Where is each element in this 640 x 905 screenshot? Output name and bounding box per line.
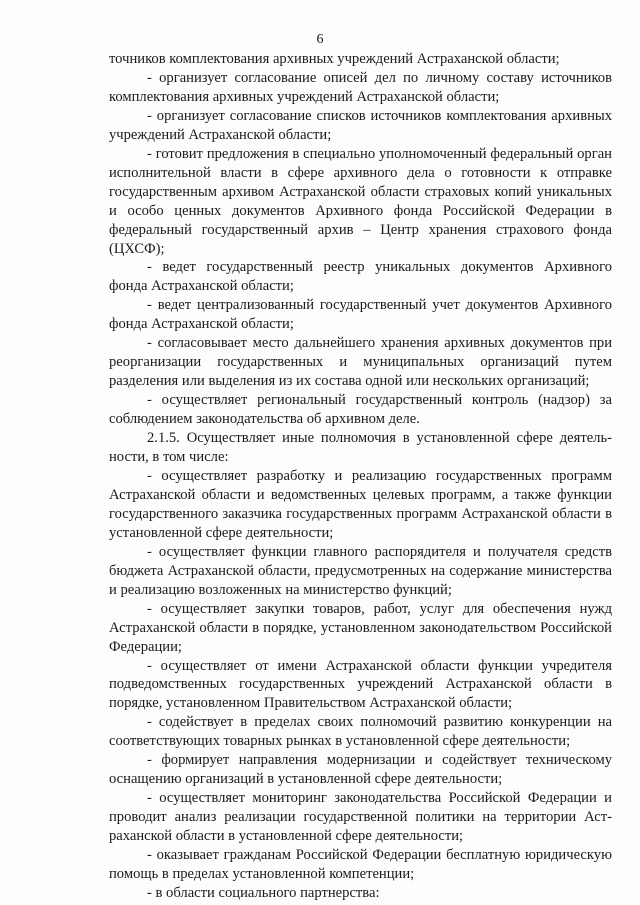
list-item-centralized-accounting: - ведет централизованный государственный учет документов Архивного фонда Астраханской области; (109, 297, 612, 333)
paragraph-continuation: точников комплектования архивных учреждений Астраханской области; (109, 51, 560, 67)
list-item-unique-documents-register: - ведет государственный реестр уникальных документов Архивного фонда Астраханской области; (109, 259, 612, 295)
list-item-competition: - содействует в пределах своих полномочий развитию конкуренции на соответствующих товарных рынках в установленной сфере деятельности; (109, 714, 612, 750)
list-item-legislation-monitoring: - осуществляет мониторинг законодательства Российской Федерации и проводит анализ реализации государственной политики на территории Астраханской области в установленной сфере деятельности; (109, 790, 612, 845)
list-item-modernization: - формирует направления модернизации и содействует техническому оснащению организаций в установленной сфере деятельности; (109, 752, 612, 788)
list-item-insurance-copies-proposals: - готовит предложения в специально уполномоченный федеральный орган исполнительной власти в сфере архивного дела о готовности к отправке государственным архивом Астраханской области страховых копий уникальных и особо ценных документов Архивного фонда Российской Федерации в федеральный государственный архив – Центр хранения страхового фонда (ЦХСФ); (109, 145, 612, 257)
document-body (109, 50, 612, 903)
list-item-procurement: - осуществляет закупки товаров, работ, услуг для обеспечения нужд Астраханской области в порядке, установленном законодательством Российской Федерации; (109, 600, 612, 655)
list-item-state-programs: - осуществляет разработку и реализацию государственных программ Астраханской области и ведомственных целевых программ, а также функции государственного заказчика государственных программ Астраханской области в установленной сфере деятельности; (109, 467, 612, 541)
list-item-source-lists-approval: - организует согласование списков источников комплектования архивных учреждений Астраханской области; (109, 107, 612, 143)
list-item-social-partnership: - в области социального партнерства: (147, 884, 380, 901)
section-heading-2-1-5: 2.1.5. Осуществляет иные полномочия в установленной сфере деятельности, в том числе: (109, 430, 612, 466)
page-number: 6 (316, 32, 324, 47)
list-item-inventory-approval: - организует согласование описей дел по личному составу источников комплектования архивных учреждений Астраханской области; (109, 69, 612, 105)
list-item-storage-location-approval: - согласовывает место дальнейшего хранения архивных документов при реорганизации государственных и муниципальных организаций путем разделения или выделения из их состава одной или нескольких организаций; (109, 335, 612, 390)
list-item-legal-aid: - оказывает гражданам Российской Федерации бесплатную юридическую помощь в пределах установленной компетенции; (109, 847, 612, 882)
list-item-founder-functions: - осуществляет от имени Астраханской области функции учредителя подведомственных государственных учреждений Астраханской области в порядке, установленном Правительством Астраханской области; (109, 657, 612, 712)
list-item-regional-control: - осуществляет региональный государственный контроль (надзор) за соблюдением законодательства об архивном деле. (109, 392, 612, 428)
list-item-budget-manager: - осуществляет функции главного распорядителя и получателя средств бюджета Астраханской области, предусмотренных на содержание министерства и реализацию возложенных на министерство функций; (109, 543, 612, 598)
